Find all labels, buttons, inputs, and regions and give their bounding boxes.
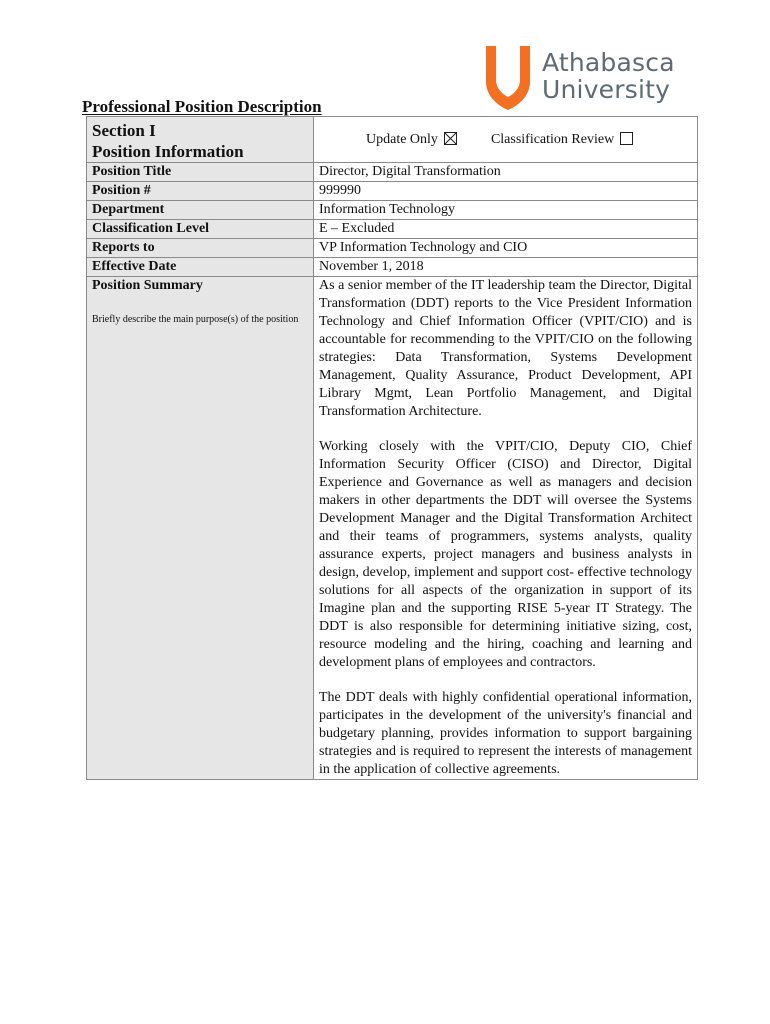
position-number-label: Position # <box>87 182 314 201</box>
section-header-row <box>87 117 698 163</box>
classification-level-row <box>87 220 698 239</box>
logo-text-athabasca: Athabasca <box>542 48 675 77</box>
section-number: Section I <box>92 121 156 140</box>
athabasca-logo <box>484 44 674 114</box>
effective-date-value[interactable]: November 1, 2018 <box>314 258 698 277</box>
position-title-label: Position Title <box>87 163 314 182</box>
department-row <box>87 201 698 220</box>
position-summary-label-cell <box>87 277 314 780</box>
reports-to-label: Reports to <box>87 239 314 258</box>
shield-icon <box>484 44 532 112</box>
department-label: Department <box>87 201 314 220</box>
section-heading <box>87 117 314 163</box>
position-summary-label: Position Summary <box>92 278 203 293</box>
effective-date-label: Effective Date <box>87 258 314 277</box>
position-title-row <box>87 163 698 182</box>
summary-paragraph: As a senior member of the IT leadership team the Director, Digital Transformation (DDT) reports to the Vice President Information Technology and Chief Information Officer (VPIT/CIO) and is accountable for recommending to the VPIT/CIO on the following strategies: Data Transformation, Systems Development Management, Quality Assurance, Product Development, API Library Mgmt, Lean Portfolio Management, and Digital Transformation Architecture. <box>319 278 692 419</box>
update-only-label: Update Only <box>366 131 438 147</box>
review-type-cell <box>314 117 698 163</box>
position-number-row <box>87 182 698 201</box>
reports-to-value[interactable]: VP Information Technology and CIO <box>314 239 698 258</box>
logo-text-university: University <box>542 75 671 104</box>
update-only-checkbox[interactable] <box>444 132 457 145</box>
classification-review-label: Classification Review <box>490 131 615 147</box>
position-summary-row <box>87 277 698 780</box>
section-title: Position Information <box>92 142 244 161</box>
document-title: Professional Position Description <box>82 97 322 116</box>
classification-level-label: Classification Level <box>87 220 314 239</box>
x-mark-icon <box>445 133 456 144</box>
position-information-table <box>86 116 698 780</box>
position-number-value[interactable]: 999990 <box>314 182 698 201</box>
position-title-value[interactable]: Director, Digital Transformation <box>314 163 698 182</box>
effective-date-row <box>87 258 698 277</box>
position-summary-hint: Briefly describe the main purpose(s) of the position <box>92 314 299 325</box>
position-summary-value[interactable] <box>314 277 698 780</box>
summary-paragraph: The DDT deals with highly confidential operational information, participates in the development of the university's financial and budgetary planning, provides information to support bargaining strategies and is required to represent the interests of management in the application of collective agreements. <box>319 690 692 777</box>
classification-review-checkbox[interactable] <box>620 132 633 145</box>
department-value[interactable]: Information Technology <box>314 201 698 220</box>
reports-to-row <box>87 239 698 258</box>
classification-level-value[interactable]: E – Excluded <box>314 220 698 239</box>
summary-paragraph: Working closely with the VPIT/CIO, Deputy CIO, Chief Information Security Officer (CISO) and Director, Digital Experience and Governance as well as managers and decision makers in other departments the DDT will oversee the Systems Development Manager and the Digital Transformation Architect and their teams of programmers, systems analysts, quality assurance experts, project managers and business analysts in design, develop, implement and support cost- effective technology solutions for all aspects of the organization in support of its Imagine plan and the supporting RISE 5-year IT Strategy. The DDT is also responsible for determining initiative sizing, cost, resource modeling and the hiring, coaching and learning and development plans of employees and contractors. <box>319 439 692 670</box>
